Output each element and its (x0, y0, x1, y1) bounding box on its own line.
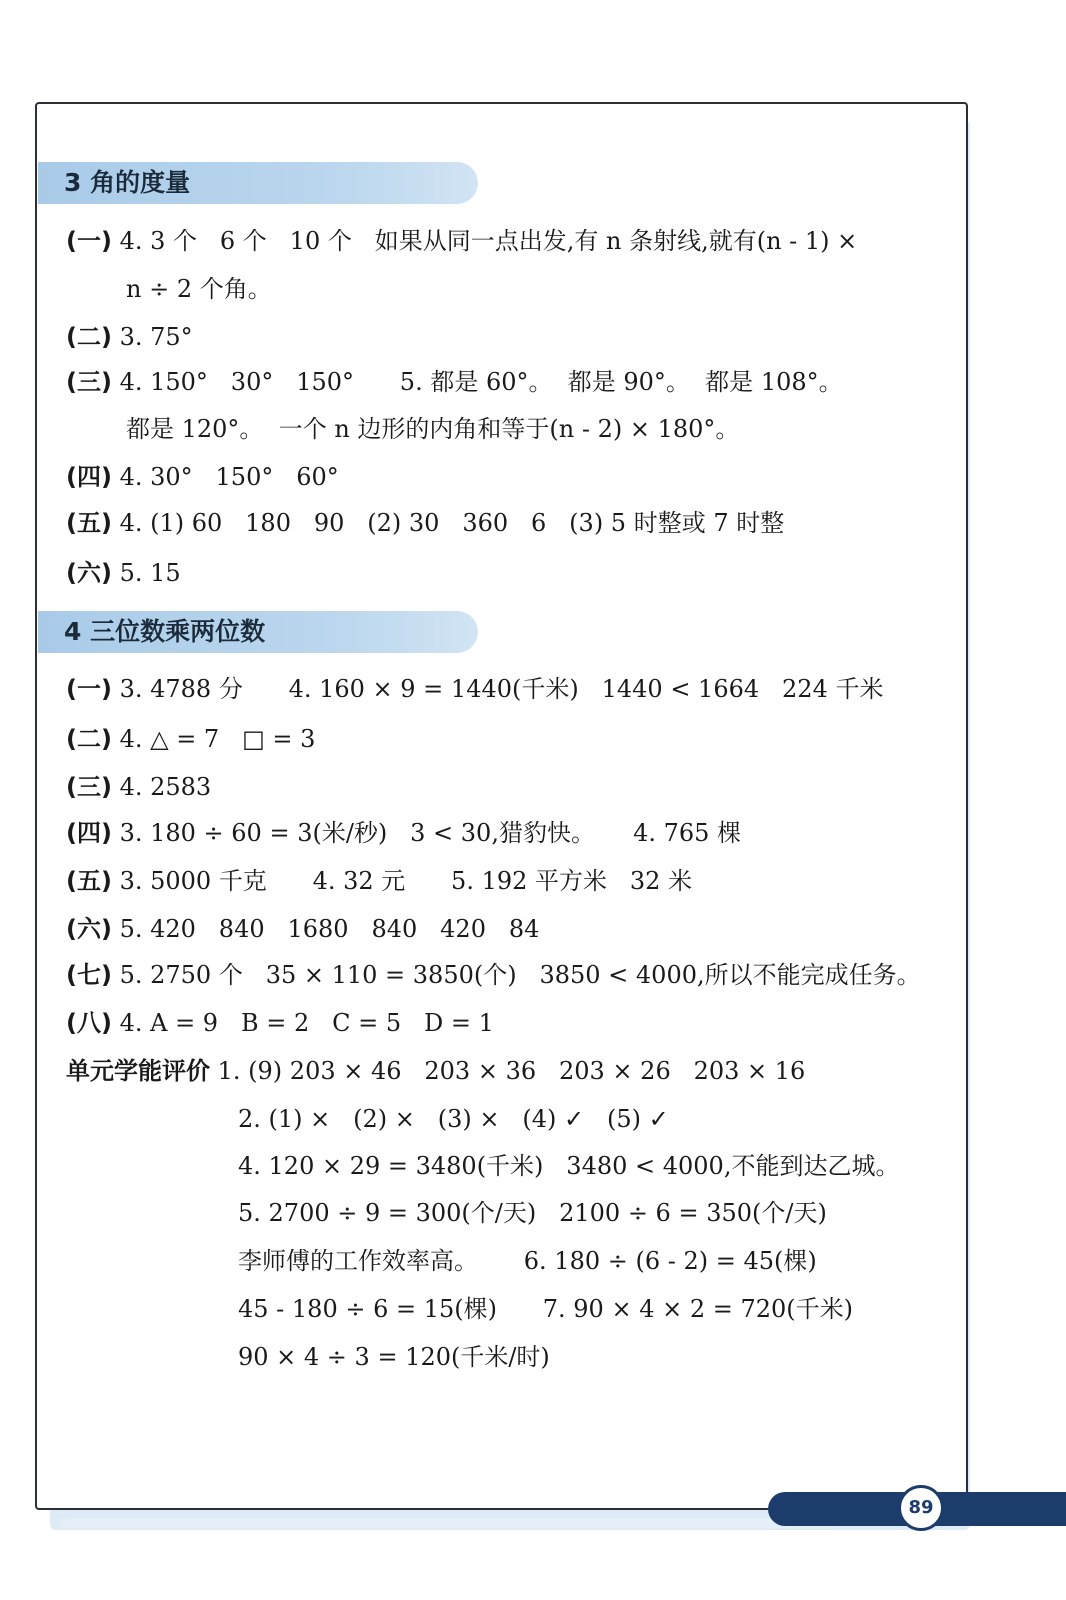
question-label: (二) (66, 725, 112, 753)
answer-text: 4. 120 × 29 = 3480(千米) 3480 < 4000,不能到达乙城。 (238, 1152, 900, 1180)
evaluation-line (238, 1246, 817, 1276)
answer-text: 45 - 180 ÷ 6 = 15(棵) 7. 90 × 4 × 2 = 720(千米) (238, 1295, 853, 1323)
answer-text: 3. 180 ÷ 60 = 3(米/秒) 3 < 30,猎豹快。 4. 765 棵 (119, 819, 742, 847)
answer-text: 4. 150° 30° 150° 5. 都是 60°。 都是 90°。 都是 108°。 (119, 368, 843, 396)
answer-line (66, 558, 181, 588)
answer-line (66, 1008, 494, 1038)
evaluation-line (238, 1294, 853, 1324)
answer-text: 90 × 4 ÷ 3 = 120(千米/时) (238, 1343, 550, 1371)
evaluation-line (238, 1151, 899, 1181)
answer-text: 3. 5000 千克 4. 32 元 5. 192 平方米 32 米 (119, 867, 693, 895)
answer-line (66, 960, 921, 990)
answer-line (66, 226, 857, 256)
bottom-shadow (60, 1518, 840, 1528)
answer-text: 3. 75° (119, 323, 193, 351)
section-title-3: 3 角的度量 (38, 162, 478, 204)
answer-text: 4. A = 9 B = 2 C = 5 D = 1 (119, 1009, 494, 1037)
question-label: (四) (66, 819, 112, 847)
page-number: 89 (898, 1485, 944, 1531)
answer-line (126, 274, 272, 304)
answer-line (66, 866, 692, 896)
question-label: (五) (66, 867, 112, 895)
answer-text: 1. (9) 203 × 46 203 × 36 203 × 26 203 × 16 (217, 1057, 806, 1085)
answer-line (66, 367, 843, 397)
question-label: (二) (66, 323, 112, 351)
answer-line (66, 322, 193, 352)
evaluation-line (238, 1104, 669, 1134)
answer-text: 5. 15 (119, 559, 181, 587)
evaluation-line (238, 1342, 550, 1372)
answer-line (66, 818, 741, 848)
answer-text: 4. 30° 150° 60° (119, 463, 339, 491)
question-label: (六) (66, 915, 112, 943)
answer-text: 3. 4788 分 4. 160 × 9 = 1440(千米) 1440 < 1664 224 千米 (119, 675, 884, 703)
question-label: (五) (66, 509, 112, 537)
question-label: (一) (66, 227, 112, 255)
evaluation-line (238, 1198, 827, 1228)
question-label: (三) (66, 368, 112, 396)
evaluation-line (66, 1056, 805, 1086)
answer-line (66, 508, 784, 538)
answer-text: 都是 120°。 一个 n 边形的内角和等于(n - 2) × 180°。 (126, 415, 740, 443)
answer-text: 4. (1) 60 180 90 (2) 30 360 6 (3) 5 时整或 7 时整 (119, 509, 785, 537)
answer-text: 5. 2750 个 35 × 110 = 3850(个) 3850 < 4000,所以不能完成任务。 (119, 961, 921, 989)
answer-line (66, 724, 315, 754)
answer-line (66, 914, 539, 944)
answer-line (66, 674, 883, 704)
question-label: (四) (66, 463, 112, 491)
question-label: (三) (66, 773, 112, 801)
answer-line (66, 772, 211, 802)
answer-line (66, 462, 339, 492)
question-label: (七) (66, 961, 112, 989)
question-label: (一) (66, 675, 112, 703)
answer-text: n ÷ 2 个角。 (126, 275, 272, 303)
question-label: (六) (66, 559, 112, 587)
evaluation-label: 单元学能评价 (66, 1057, 210, 1085)
question-label: (八) (66, 1009, 112, 1037)
section-title-4: 4 三位数乘两位数 (38, 611, 478, 653)
answer-text: 2. (1) × (2) × (3) × (4) ✓ (5) ✓ (238, 1105, 669, 1133)
answer-text: 李师傅的工作效率高。 6. 180 ÷ (6 - 2) = 45(棵) (238, 1247, 817, 1275)
answer-text: 5. 420 840 1680 840 420 84 (119, 915, 540, 943)
answer-text: 4. 3 个 6 个 10 个 如果从同一点出发,有 n 条射线,就有(n - 1) × (119, 227, 858, 255)
answer-line (126, 414, 739, 444)
answer-text: 4. 2583 (119, 773, 212, 801)
answer-text: 5. 2700 ÷ 9 = 300(个/天) 2100 ÷ 6 = 350(个/天) (238, 1199, 827, 1227)
answer-text: 4. △ = 7 □ = 3 (119, 725, 316, 753)
